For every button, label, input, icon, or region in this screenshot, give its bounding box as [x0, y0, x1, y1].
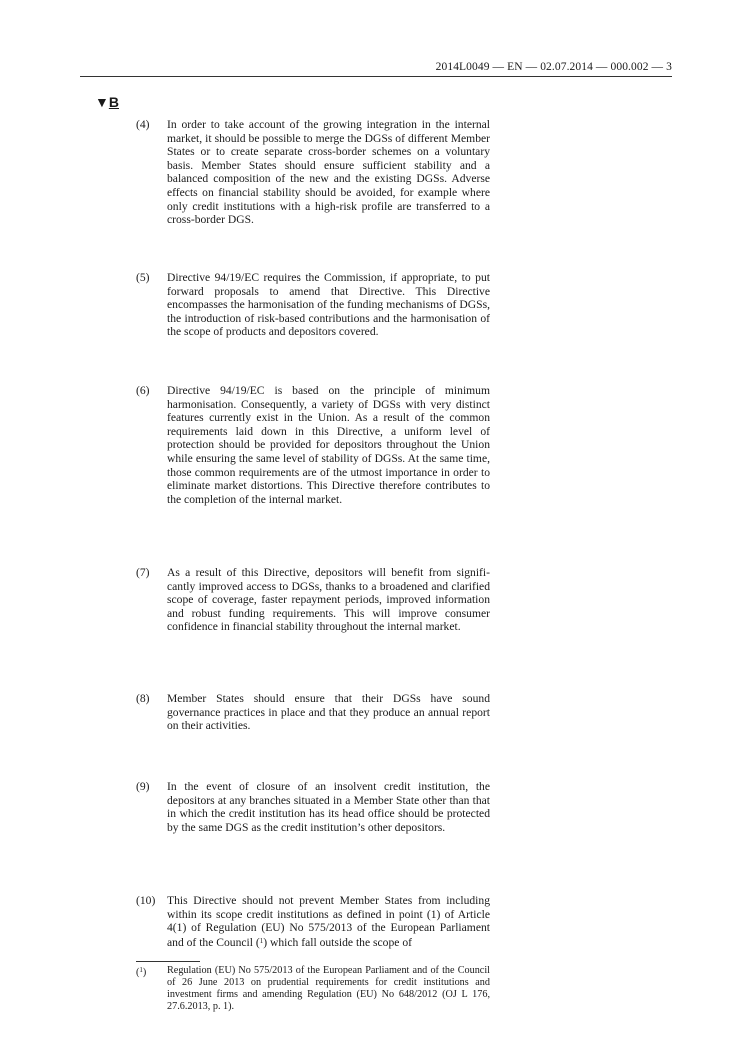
triangle-down-icon: ▼ — [95, 94, 109, 110]
footnote-number: ($^1$) — [136, 966, 147, 978]
amendment-marker — [95, 94, 119, 110]
recital-text: Member States should ensure that their DGSs have sound governance practices in place and that they produce an annual report on their activities. — [167, 692, 490, 733]
recital-text: Directive 94/19/EC is based on the principle of minimum harmonisation. Consequently, a variety of DGSs with very distinct features currently exist in the Union. As a result of the common requirements laid down in this Directive, a uniform level of protection should be provided for depositors throughout the Union while ensuring the same level of stability of DGSs. At the same time, those common requirements are of the utmost importance in order to eliminate market distortions. This Directive therefore contributes to the completion of the internal market. — [167, 384, 490, 506]
recital-text: In order to take account of the growing integration in the internal market, it should be possible to merge the DGSs of different Member States or to create separate cross-border schemes on a voluntary basis. Member States should ensure sufficient stability and a balanced composition of the new and the existing DGSs. Adverse effects on financial stability should be avoided, for example where only credit institutions with a high-risk profile are transferred to a cross-border DGS. — [167, 118, 490, 227]
recital-number: (5) — [136, 271, 150, 284]
recital-number: (8) — [136, 692, 150, 705]
recital-number: (7) — [136, 566, 150, 579]
recital-number: (10) — [136, 894, 156, 907]
recital-text: As a result of this Directive, depositors will benefit from significantly improved access to DGSs, thanks to a broadened and clarified scope of coverage, faster repayment periods, improved information and robust funding requirements. This will improve consumer confidence in financial stability throughout the internal market. — [167, 566, 490, 634]
footnote-text: Regulation (EU) No 575/2013 of the European Parliament and of the Council of 26 June 2013 on prudential requirements for credit institutions and investment firms and amending Regulation (EU) No 648/2012 (OJ L 176, 27.6.2013, p. 1). — [167, 965, 490, 1012]
document-reference-header: 2014L0049 — EN — 02.07.2014 — 000.002 — 3 — [435, 61, 672, 73]
recital-number: (9) — [136, 780, 150, 793]
recital-text: Directive 94/19/EC requires the Commission, if appropriate, to put forward proposals to amend that Directive. This Directive encompasses the harmonisation of the funding mechanisms of DGSs, the introduction of risk-based contributions and the harmonisation of the scope of products and depositors covered. — [167, 271, 490, 339]
recital-number: (4) — [136, 118, 150, 131]
marker-label: B — [108, 94, 119, 110]
recital-number: (6) — [136, 384, 150, 397]
recital-text: In the event of closure of an insolvent credit institution, the depositors at any branches situated in a Member State other than that in which the credit institution has its head office should be protected by the same DGS as the credit institution’s other depositors. — [167, 780, 490, 834]
header-divider — [80, 76, 672, 77]
footnote-reference[interactable]: 1 — [259, 936, 264, 945]
recital-text: This Directive should not prevent Member States from including within its scope credit institutions as defined in point (1) of Article 4(1) of Regulation (EU) No 575/2013 of the European Parliament and of the Council ($^1$) which fall outside the scope of — [167, 894, 490, 949]
footnote-divider — [136, 961, 200, 962]
